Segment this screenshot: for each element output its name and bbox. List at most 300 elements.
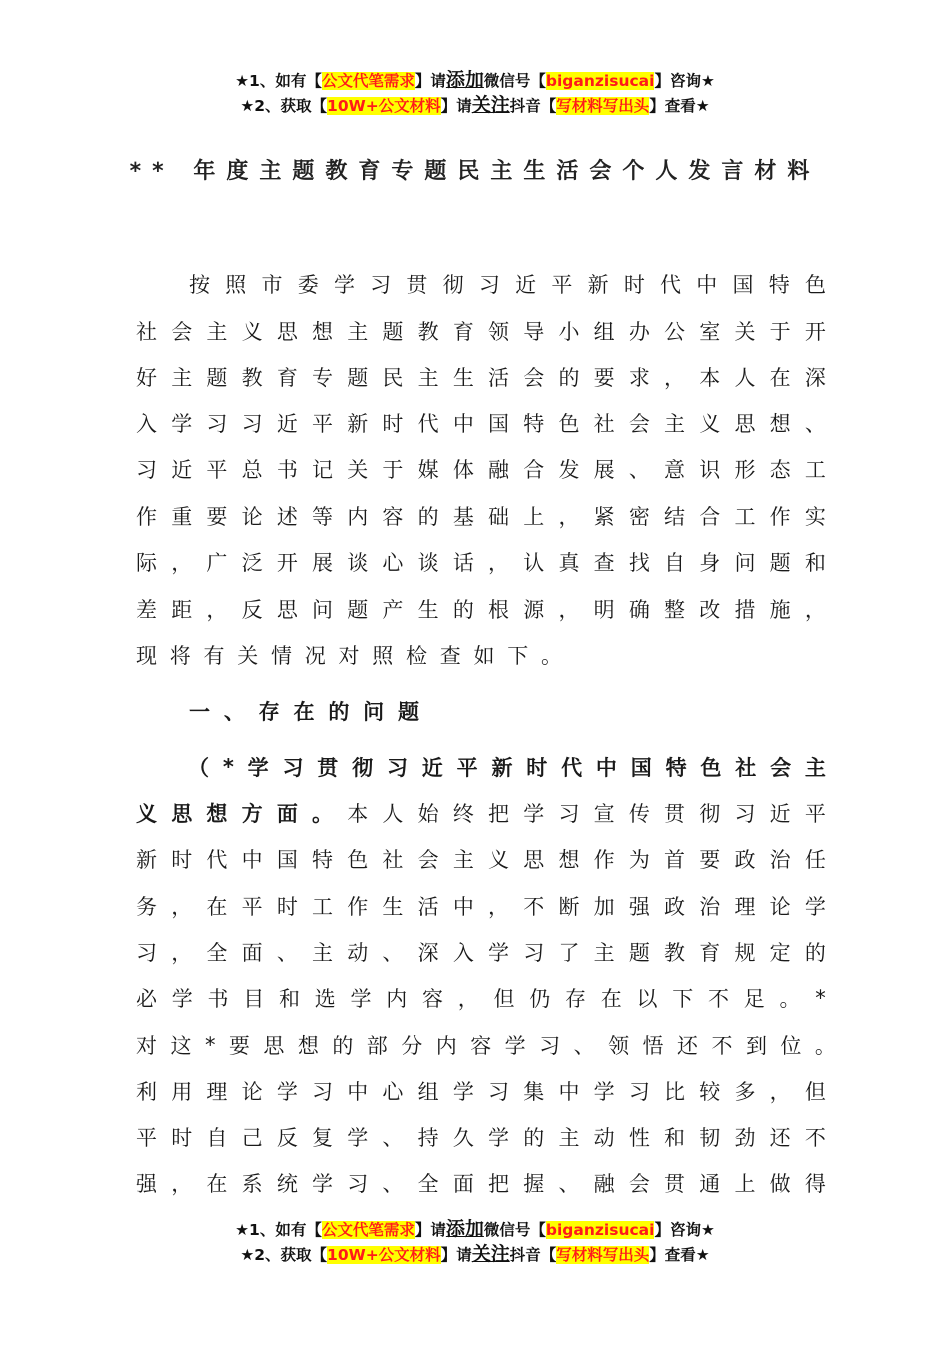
body-char: 学	[347, 1126, 369, 1150]
promo-text: 】请	[414, 1221, 446, 1239]
body-char: 学	[312, 1172, 334, 1196]
body-char: ，	[488, 551, 510, 575]
body-char: 问	[734, 551, 756, 575]
body-char: 学	[276, 1080, 298, 1104]
body-line	[136, 454, 826, 484]
body-char: 平	[136, 1126, 157, 1150]
body-char: 如	[473, 644, 495, 668]
body-char: 习	[628, 1080, 650, 1104]
body-char: 找	[628, 551, 650, 575]
body-char: 习	[136, 941, 157, 965]
body-char: 、	[223, 700, 245, 724]
body-char: 习	[386, 756, 408, 780]
body-char: 上	[523, 505, 545, 529]
body-char: 复	[312, 1126, 334, 1150]
body-char: ，	[488, 895, 510, 919]
body-char: 学	[350, 987, 372, 1011]
body-char: 思	[276, 598, 298, 622]
body-char: 不	[708, 987, 729, 1011]
body-char: 的	[332, 1034, 354, 1058]
body-char: 社	[136, 320, 157, 344]
body-char: 思	[523, 848, 545, 872]
body-char: 习	[241, 412, 263, 436]
body-char: 下	[507, 644, 529, 668]
body-char: 容	[470, 1034, 492, 1058]
body-char: 将	[169, 644, 191, 668]
body-char: 思	[171, 802, 193, 826]
promo-text: 】请	[414, 72, 446, 90]
body-line	[136, 1122, 826, 1152]
body-char: 较	[699, 1080, 721, 1104]
body-char: 在	[769, 366, 791, 390]
body-char: 特	[523, 412, 545, 436]
body-char: 平	[206, 458, 228, 482]
promo-wechat-id: biganzisucai	[545, 72, 655, 90]
body-char: 、	[804, 412, 826, 436]
body-char: 内	[435, 1034, 457, 1058]
body-char: 系	[241, 1172, 263, 1196]
promo-highlight: 10W+公文材料	[327, 97, 441, 115]
body-char: 比	[664, 1080, 686, 1104]
body-char: 述	[276, 505, 298, 529]
body-char: 人	[382, 802, 404, 826]
promo-line-1	[0, 68, 950, 93]
body-char: 宣	[593, 802, 615, 826]
body-char: 习	[370, 273, 392, 297]
body-char: 论	[241, 505, 263, 529]
body-char: 室	[699, 320, 721, 344]
body-char: 人	[734, 366, 756, 390]
body-char: 传	[628, 802, 650, 826]
body-char: 特	[312, 848, 334, 872]
body-char: 题	[382, 320, 404, 344]
body-char: 习	[539, 1034, 561, 1058]
body-char: 分	[401, 1034, 423, 1058]
promo-text: ★2、获取【	[240, 97, 328, 115]
body-char: 动	[347, 941, 369, 965]
body-char: 改	[699, 598, 721, 622]
body-char: 时	[276, 895, 298, 919]
body-char: 面	[241, 941, 263, 965]
promo-emphasis: 关注	[471, 1243, 510, 1265]
body-char: 上	[734, 1172, 756, 1196]
body-char: 近	[421, 756, 443, 780]
body-char: 反	[241, 598, 263, 622]
body-char: 展	[312, 551, 334, 575]
body-char: 习	[347, 1172, 369, 1196]
body-char: 本	[347, 802, 369, 826]
promo-text: 】请	[440, 1246, 472, 1264]
body-char: 求	[628, 366, 650, 390]
body-char: 面	[452, 1172, 474, 1196]
body-char: 深	[417, 941, 439, 965]
body-char: ，	[206, 598, 228, 622]
body-char: 学	[488, 941, 510, 965]
body-char: 把	[488, 802, 510, 826]
body-char: 学	[804, 895, 826, 919]
body-char: 强	[136, 1172, 157, 1196]
body-char: 距	[171, 598, 193, 622]
body-char: 彻	[442, 273, 464, 297]
body-char: ，	[769, 1080, 791, 1104]
body-char: 到	[745, 1034, 767, 1058]
body-char: 用	[171, 1080, 193, 1104]
body-char: 足	[743, 987, 765, 1011]
body-char: 义	[699, 412, 721, 436]
body-char: 照	[372, 644, 394, 668]
body-char: 、	[382, 1172, 404, 1196]
body-char: 握	[523, 1172, 545, 1196]
body-char: 时	[526, 756, 548, 780]
body-char: 了	[558, 941, 580, 965]
body-char: 等	[312, 505, 334, 529]
body-char: 想	[769, 412, 791, 436]
body-char: 的	[804, 941, 826, 965]
body-char: 想	[558, 848, 580, 872]
body-char: 习	[478, 273, 500, 297]
body-char: 、	[628, 458, 650, 482]
body-char: 要	[593, 366, 615, 390]
body-char: 。	[814, 1034, 836, 1058]
body-line	[136, 891, 826, 921]
body-char: 在	[206, 1172, 228, 1196]
body-char: 学	[452, 1080, 474, 1104]
promo-highlight: 公文代笔需求	[321, 72, 415, 90]
body-char: 措	[734, 598, 756, 622]
body-char: 入	[452, 941, 474, 965]
body-char: 关	[347, 458, 369, 482]
body-char: 领	[488, 320, 510, 344]
body-char: 于	[769, 320, 791, 344]
body-char: 、	[558, 1172, 580, 1196]
body-char: 部	[366, 1034, 388, 1058]
body-char: 习	[734, 802, 756, 826]
body-char: 位	[780, 1034, 802, 1058]
body-char: 面	[276, 802, 298, 826]
promo-line-1	[0, 1217, 950, 1242]
body-char: 主	[558, 1126, 580, 1150]
body-char: 学	[523, 802, 545, 826]
body-char: 育	[452, 320, 474, 344]
promo-emphasis: 添加	[445, 69, 484, 91]
body-char: 全	[417, 1172, 439, 1196]
body-char: 心	[382, 1080, 404, 1104]
body-char: 义	[241, 320, 263, 344]
body-char: 定	[769, 941, 791, 965]
body-char: 社	[593, 412, 615, 436]
body-char: 代	[206, 848, 228, 872]
body-char: 书	[207, 987, 229, 1011]
body-line	[136, 316, 826, 346]
body-char: 教	[664, 941, 686, 965]
body-char: 政	[664, 895, 686, 919]
body-char: 思	[276, 320, 298, 344]
body-char: ，	[171, 551, 193, 575]
body-char: 现	[136, 644, 157, 668]
body-char: 新	[491, 756, 513, 780]
body-char: 生	[382, 895, 404, 919]
body-char: 思	[734, 412, 756, 436]
body-char: 容	[422, 987, 443, 1011]
promo-emphasis: 添加	[445, 1218, 484, 1240]
body-char: 时	[171, 1126, 193, 1150]
body-char: 务	[136, 895, 157, 919]
promo-text: 】查看★	[649, 97, 710, 115]
body-char: 习	[136, 458, 157, 482]
promo-douyin-id: 写材料写出头	[556, 1246, 650, 1264]
body-char: 基	[452, 505, 474, 529]
body-char: 好	[136, 366, 157, 390]
body-char: 的	[417, 505, 439, 529]
body-char: 在	[293, 700, 315, 724]
body-char: 合	[699, 505, 721, 529]
body-char: 习	[488, 1080, 510, 1104]
body-char: 查	[439, 644, 461, 668]
body-char: 断	[558, 895, 580, 919]
body-char: 主	[804, 756, 826, 780]
body-char: 为	[628, 848, 650, 872]
body-char: 不	[523, 895, 545, 919]
body-char: 开	[276, 551, 298, 575]
body-char: 下	[672, 987, 694, 1011]
body-char: 和	[279, 987, 300, 1011]
body-char: 记	[312, 458, 334, 482]
body-char: 色	[700, 756, 722, 780]
body-char: 作	[593, 848, 615, 872]
body-char: 利	[136, 1080, 157, 1104]
body-char: 题	[347, 366, 369, 390]
body-char: ，	[171, 1172, 193, 1196]
body-char: 性	[628, 1126, 650, 1150]
body-char: 合	[523, 458, 545, 482]
body-char: 存	[565, 987, 586, 1011]
body-char: 通	[699, 1172, 721, 1196]
body-char: 题	[628, 941, 650, 965]
body-char: 思	[263, 1034, 285, 1058]
body-line	[189, 269, 826, 299]
body-char: 色	[558, 412, 580, 436]
body-char: 的	[452, 598, 474, 622]
body-line	[136, 1168, 826, 1198]
body-char: ，	[171, 941, 193, 965]
body-char: 国	[732, 273, 754, 297]
body-char: 新	[587, 273, 609, 297]
body-char: 组	[593, 320, 615, 344]
body-char: 公	[664, 320, 686, 344]
body-char: 贯	[406, 273, 428, 297]
body-char: 活	[488, 366, 510, 390]
body-char: 还	[677, 1034, 698, 1058]
body-char: *	[222, 755, 234, 779]
body-char: 平	[312, 412, 334, 436]
body-char: 新	[347, 412, 369, 436]
body-char: ，	[558, 598, 580, 622]
body-char: 的	[558, 366, 580, 390]
body-char: 学	[488, 1126, 510, 1150]
body-char: ，	[804, 598, 826, 622]
body-char: 多	[734, 1080, 756, 1104]
body-char: 义	[136, 802, 157, 826]
body-char: 学	[593, 1080, 615, 1104]
body-char: 久	[452, 1126, 474, 1150]
body-char: 深	[804, 366, 826, 390]
body-char: 情	[271, 644, 292, 668]
body-char: 有	[203, 644, 225, 668]
body-char: 平	[551, 273, 573, 297]
promo-banner-bottom	[0, 1217, 950, 1267]
body-char: 特	[665, 756, 687, 780]
body-char: 领	[608, 1034, 630, 1058]
body-char: 教	[417, 320, 439, 344]
body-char: 主	[171, 366, 193, 390]
body-char: 动	[593, 1126, 615, 1150]
body-char: 密	[628, 505, 650, 529]
body-char: 主	[417, 366, 439, 390]
body-char: 于	[382, 458, 404, 482]
body-char: 广	[206, 551, 228, 575]
body-char: 委	[297, 273, 319, 297]
promo-text: 】咨询★	[654, 1221, 715, 1239]
body-char: 但	[804, 1080, 826, 1104]
body-line	[136, 362, 826, 392]
body-char: 。	[779, 987, 801, 1011]
body-char: 方	[241, 802, 263, 826]
body-char: 近	[515, 273, 537, 297]
promo-text: 微信号【	[483, 72, 546, 90]
body-char: 还	[769, 1126, 791, 1150]
body-char: 一	[189, 700, 210, 724]
body-char: 代	[660, 273, 682, 297]
body-char: 作	[136, 505, 157, 529]
body-char: 习	[558, 802, 580, 826]
body-char: 习	[206, 412, 228, 436]
promo-emphasis: 关注	[471, 94, 510, 116]
body-char: 国	[630, 756, 652, 780]
body-char: 专	[312, 366, 334, 390]
body-char: 自	[206, 1126, 228, 1150]
body-char: 确	[628, 598, 650, 622]
body-char: 际	[136, 551, 157, 575]
body-char: 主	[664, 412, 686, 436]
body-char: 近	[276, 412, 298, 436]
body-char: 习	[523, 941, 545, 965]
body-char: 题	[347, 598, 369, 622]
body-char: 、	[276, 941, 298, 965]
body-char: 理	[734, 895, 756, 919]
body-char: 差	[136, 598, 157, 622]
body-char: 始	[417, 802, 439, 826]
body-char: 中	[452, 895, 474, 919]
promo-text: ★1、如有【	[235, 1221, 322, 1239]
body-char: 政	[734, 848, 756, 872]
body-char: 发	[558, 458, 580, 482]
body-char: 的	[523, 1126, 545, 1150]
body-char: 贯	[317, 756, 339, 780]
body-line	[189, 696, 419, 726]
body-char: 学	[504, 1034, 526, 1058]
body-char: 容	[382, 505, 404, 529]
body-char: 问	[312, 598, 334, 622]
body-char: 身	[699, 551, 721, 575]
body-char: 形	[734, 458, 756, 482]
body-char: 会	[770, 756, 792, 780]
body-char: 色	[347, 848, 369, 872]
body-char: 中	[595, 756, 617, 780]
body-char: 话	[452, 551, 474, 575]
promo-highlight: 10W+公文材料	[327, 1246, 441, 1264]
body-char: 反	[276, 1126, 298, 1150]
body-char: 国	[276, 848, 298, 872]
body-char: 近	[769, 802, 791, 826]
body-char: 色	[804, 273, 826, 297]
body-line	[136, 1030, 836, 1060]
body-char: 学	[171, 987, 193, 1011]
body-char: 持	[417, 1126, 439, 1150]
body-char: 的	[328, 700, 350, 724]
body-char: 题	[397, 700, 419, 724]
body-char: 主	[206, 320, 228, 344]
body-char: 想	[312, 320, 334, 344]
body-char: 。	[312, 802, 334, 826]
body-char: 治	[699, 895, 721, 919]
body-char: 彻	[699, 802, 721, 826]
body-char: 。	[541, 644, 562, 668]
body-char: 论	[769, 895, 791, 919]
body-char: 劲	[734, 1126, 756, 1150]
body-char: 特	[768, 273, 790, 297]
promo-banner-top	[0, 68, 950, 118]
body-char: 照	[225, 273, 247, 297]
body-char: ，	[558, 505, 580, 529]
body-char: 育	[699, 941, 721, 965]
body-char: 得	[804, 1172, 826, 1196]
body-line	[136, 408, 826, 438]
body-char: 对	[136, 1034, 157, 1058]
body-char: 检	[406, 644, 427, 668]
body-char: 明	[593, 598, 615, 622]
body-char: 要	[228, 1034, 250, 1058]
body-char: 关	[734, 320, 756, 344]
body-char: 自	[664, 551, 686, 575]
body-char: 真	[558, 551, 580, 575]
body-char: 关	[237, 644, 259, 668]
body-char: 心	[382, 551, 404, 575]
body-line	[136, 640, 562, 670]
body-char: ，	[171, 895, 193, 919]
body-char: 中	[558, 1080, 580, 1104]
body-char: 主	[452, 848, 474, 872]
body-char: 结	[664, 505, 686, 529]
body-char: 开	[804, 320, 826, 344]
body-char: 识	[699, 458, 721, 482]
promo-text: 】咨询★	[654, 72, 715, 90]
body-char: 首	[664, 848, 686, 872]
body-char: 实	[804, 505, 826, 529]
body-char: 要	[699, 848, 721, 872]
body-char: 组	[417, 1080, 439, 1104]
body-char: 内	[347, 505, 369, 529]
body-char: 这	[170, 1034, 192, 1058]
promo-highlight: 公文代笔需求	[321, 1221, 415, 1239]
body-char: 查	[593, 551, 615, 575]
body-char: 础	[488, 505, 510, 529]
body-char: 主	[312, 941, 334, 965]
body-char: 时	[382, 412, 404, 436]
body-char: 代	[417, 412, 439, 436]
body-char: 书	[276, 458, 298, 482]
body-char: 教	[241, 366, 263, 390]
body-char: 贯	[664, 802, 686, 826]
